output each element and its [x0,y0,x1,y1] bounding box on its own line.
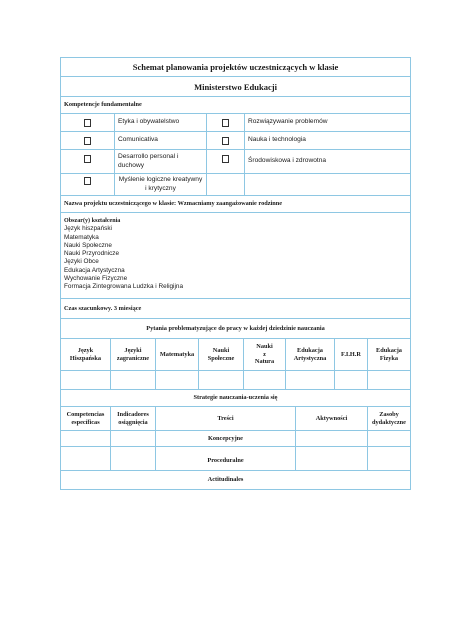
checkbox-icon [222,155,229,163]
subject-header: Język Hiszpańska [69,346,102,362]
strategies-label: Strategie nauczania-uczenia się [193,394,278,402]
competence-label: Środowiskowa i zdrowotna [248,157,327,165]
list-item: Wychowanie Fizyczne [64,275,128,283]
strategy-header: Aktywności [315,414,348,422]
content-type: Proceduralne [207,456,244,464]
competence-row-2 [61,132,410,150]
subject-header: Edukacja Fizyka [376,346,402,362]
list-item: Matematyka [64,233,99,241]
strategy-header: Competencias específicas [66,410,105,426]
checkbox-nauka[interactable] [207,132,244,149]
subject-header: Matematyka [159,350,195,358]
checkbox-icon [222,137,229,145]
competence-label: Rozwiązywanie problemów [248,118,328,126]
competence-label: Etyka i obywatelstwo [118,118,180,126]
competence-label: Desarrollo personal i duchowy [118,152,179,169]
content-row-koncepcyjne [61,431,410,447]
list-item: Edukacja Artystyczna [64,266,125,274]
list-item: Języki Obce [64,258,99,266]
content-row-actitudinales [61,471,410,489]
time-row [61,299,410,319]
planning-table [60,57,411,490]
strategy-header: Zasoby dydaktyczne [372,410,406,426]
strategy-header: Indicadores osiągnięcia [117,410,149,426]
subjects-answer-row [61,371,410,390]
ministry-row [61,77,410,97]
checkbox-icon [84,119,91,127]
competence-row-4 [61,174,410,196]
competence-row-1 [61,114,410,132]
list-item: Nauki Społeczne [64,241,112,249]
competence-row-3 [61,150,410,174]
subject-header: Nauki z Natura [254,342,275,366]
content-type: Actitudinales [207,476,244,484]
page-title: Schemat planowania projektów uczestniczących w klasie [132,62,339,72]
checkbox-icon [84,137,91,145]
strategy-headers-row [61,407,410,431]
checkbox-comunicativa[interactable] [61,132,114,149]
ministry-name: Ministerstwo Edukacji [194,81,277,92]
list-item: Nauki Przyrodnicze [64,250,120,258]
time-estimate: Czas szacunkowy. 3 miesiące [64,304,142,312]
project-name: Nazwa projektu uczestniczącego w klasie: Wzmacniamy zaangażowanie rodzinne [64,200,283,208]
checkbox-desarrollo[interactable] [61,150,114,173]
areas-list [61,213,410,292]
areas-row [61,213,410,299]
title-row [61,58,410,77]
list-item: Formacja Zintegrowana Ludzka i Religijna [64,283,183,291]
subject-header: Języki zagraniczne [116,346,150,362]
checkbox-srodowiskowa[interactable] [207,150,244,173]
competences-label-row [61,97,410,114]
checkbox-icon [84,155,91,163]
questions-header-row [61,319,410,339]
competence-label: Nauka i technologia [248,136,306,144]
subject-header: Nauki Społeczne [207,346,235,362]
checkbox-myslenie[interactable] [61,174,114,195]
competence-label: Myślenie logiczne kreatywny i krytyczny [118,175,203,192]
checkbox-icon [84,177,91,185]
areas-label: Obszar(y) kształcenia [64,218,121,224]
content-row-proceduralne [61,451,410,471]
strategy-header: Treści [217,414,234,422]
subject-header: Edukacja Artystyczna [293,346,327,362]
strategies-header-row [61,390,410,407]
checkbox-rozwiazywanie[interactable] [207,114,244,131]
competences-label: Kompetencje fundamentalne [64,101,142,109]
subject-header: F.I.H.R [341,350,361,358]
project-name-row [61,196,410,213]
checkbox-etyka[interactable] [61,114,114,131]
checkbox-icon [222,119,229,127]
list-item: Język hiszpański [64,225,112,233]
subjects-row [61,339,410,371]
content-type: Koncepcyjne [208,434,243,442]
questions-label: Pytania problematyzujące do pracy w każdej dziedzinie nauczania [146,324,325,332]
competence-label: Comunicativa [118,136,158,144]
